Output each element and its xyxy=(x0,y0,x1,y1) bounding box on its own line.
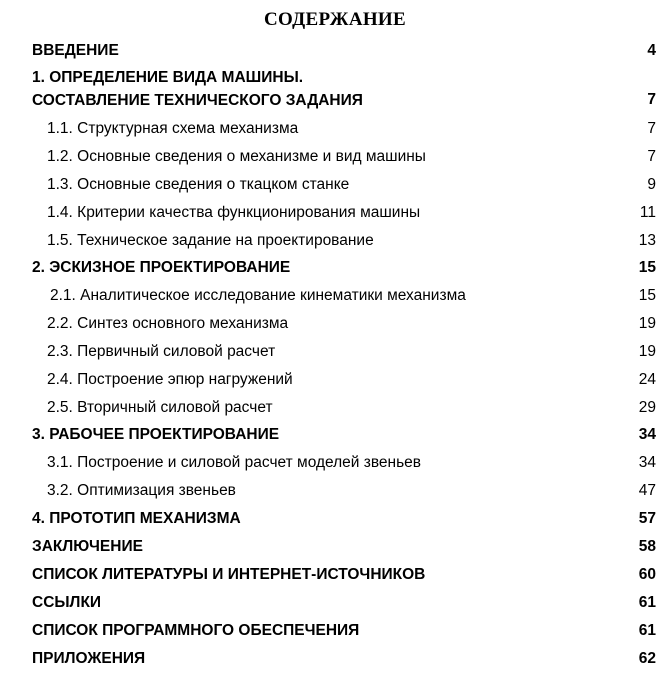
toc-entry[interactable] xyxy=(0,230,670,252)
toc-entry-page: 13 xyxy=(638,232,656,249)
toc-entry-page: 34 xyxy=(638,426,656,443)
toc-entry-label: 1.4. Критерии качества функционирования машины xyxy=(47,204,421,221)
toc-entry-label: 2. ЭСКИЗНОЕ ПРОЕКТИРОВАНИЕ xyxy=(32,259,291,276)
toc-entry[interactable] xyxy=(0,313,670,335)
toc-entry-page: 7 xyxy=(647,120,656,137)
toc-entry[interactable] xyxy=(0,592,670,614)
toc-entry[interactable] xyxy=(0,202,670,224)
toc-entry-label: 3.2. Оптимизация звеньев xyxy=(47,482,236,499)
toc-entry-label: ВВЕДЕНИЕ xyxy=(32,42,119,59)
toc-entry-label: СПИСОК ЛИТЕРАТУРЫ И ИНТЕРНЕТ-ИСТОЧНИКОВ xyxy=(32,566,426,583)
toc-entry-page: 11 xyxy=(639,204,656,221)
toc-title: СОДЕРЖАНИЕ xyxy=(264,9,406,30)
toc-entry[interactable] xyxy=(0,174,670,196)
toc-entry-label: 1.3. Основные сведения о ткацком станке xyxy=(47,176,350,193)
toc-entry[interactable] xyxy=(0,285,670,307)
toc-entry-label: ПРИЛОЖЕНИЯ xyxy=(32,650,146,667)
toc-entry-page: 15 xyxy=(638,259,656,276)
toc-entry-page: 9 xyxy=(647,176,656,193)
toc-entry[interactable] xyxy=(0,341,670,363)
toc-entry-page: 15 xyxy=(638,287,656,304)
toc-entry-page: 19 xyxy=(638,343,656,360)
toc-entry[interactable] xyxy=(0,620,670,642)
toc-entry-page: 57 xyxy=(638,510,656,527)
toc-entry-page: 61 xyxy=(638,622,656,639)
toc-entry[interactable] xyxy=(0,452,670,474)
toc-entry-label: 3. РАБОЧЕЕ ПРОЕКТИРОВАНИЕ xyxy=(32,426,280,443)
toc-entry-page: 58 xyxy=(638,538,656,555)
toc-entry-label: СПИСОК ПРОГРАММНОГО ОБЕСПЕЧЕНИЯ xyxy=(32,622,360,639)
toc-entry-label-line2: СОСТАВЛЕНИЕ ТЕХНИЧЕСКОГО ЗАДАНИЯ xyxy=(32,92,363,109)
toc-entry-page: 19 xyxy=(638,315,656,332)
toc-entry[interactable] xyxy=(0,424,670,446)
toc-entry-page: 7 xyxy=(647,148,656,165)
toc-entry-label xyxy=(32,66,363,112)
toc-entry[interactable] xyxy=(0,146,670,168)
toc-entry[interactable] xyxy=(0,564,670,586)
toc-entry[interactable] xyxy=(0,66,670,112)
toc-entry-page: 7 xyxy=(647,91,656,108)
toc-entry-page: 29 xyxy=(638,399,656,416)
toc-entry[interactable] xyxy=(0,257,670,279)
toc-entry-label: 2.3. Первичный силовой расчет xyxy=(47,343,276,360)
toc-entry[interactable] xyxy=(0,397,670,419)
toc-entry-label-line1: 1. ОПРЕДЕЛЕНИЕ ВИДА МАШИНЫ. xyxy=(32,69,304,86)
toc-entry-label: 1.5. Техническое задание на проектирование xyxy=(47,232,374,249)
toc-entry-label: 2.5. Вторичный силовой расчет xyxy=(47,399,273,416)
toc-entry-label: ЗАКЛЮЧЕНИЕ xyxy=(32,538,143,555)
toc-entry-page: 60 xyxy=(638,566,656,583)
toc-entry-label: 4. ПРОТОТИП МЕХАНИЗМА xyxy=(32,510,241,527)
toc-entry-label: 2.4. Построение эпюр нагружений xyxy=(47,371,293,388)
toc-entry[interactable] xyxy=(0,480,670,502)
toc-entry[interactable] xyxy=(0,536,670,558)
toc-entry-label: 1.2. Основные сведения о механизме и вид машины xyxy=(47,148,426,165)
toc-entry[interactable] xyxy=(0,648,670,670)
toc-entry-page: 47 xyxy=(638,482,656,499)
toc-entry-page: 4 xyxy=(647,42,656,59)
toc-entry-label: 2.2. Синтез основного механизма xyxy=(47,315,289,332)
toc-entry-page: 24 xyxy=(638,371,656,388)
toc-entry[interactable] xyxy=(0,40,670,62)
toc-entry-label: 1.1. Структурная схема механизма xyxy=(47,120,299,137)
toc-entry-page: 61 xyxy=(638,594,656,611)
toc-entry-label: 2.1. Аналитическое исследование кинематики механизма xyxy=(50,287,466,304)
toc-entry[interactable] xyxy=(0,118,670,140)
toc-entry-page: 34 xyxy=(638,454,656,471)
toc-entry-label: 3.1. Построение и силовой расчет моделей звеньев xyxy=(47,454,422,471)
toc-entry-page: 62 xyxy=(638,650,656,667)
toc-entry[interactable] xyxy=(0,369,670,391)
toc-entry-label: ССЫЛКИ xyxy=(32,594,102,611)
toc-entry[interactable] xyxy=(0,508,670,530)
